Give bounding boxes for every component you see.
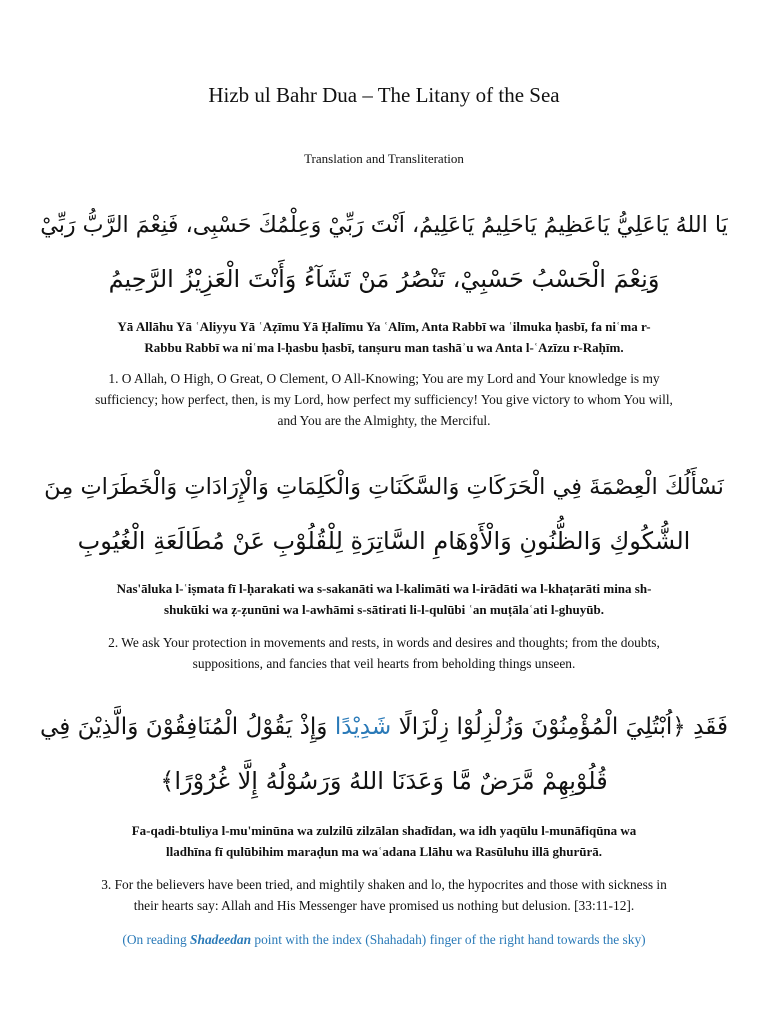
translation-line: sufficiency; how perfect, then, is my Lord, how perfect my sufficiency! You give victory to whom You will, <box>95 392 673 407</box>
translation-line: 2. We ask Your protection in movements and rests, in words and desires and thoughts; from the doubts, <box>108 635 660 650</box>
instruction-note <box>40 930 728 950</box>
arabic-line: نَسْأَلُكَ الْعِصْمَةَ فِي الْحَرَكَاتِ وَالسَّكَنَاتِ وَالْكَلِمَاتِ وَالْإِرَادَاتِ وَالْخَطَرَاتِ مِنَ <box>44 474 724 500</box>
translation-2 <box>40 632 728 674</box>
transliteration-line: lladhīna fī qulūbihim maraḍun ma waʿadana Llāhu wa Rasūluhu illā ghurūrā. <box>165 844 602 859</box>
translation-line: suppositions, and fancies that veil hearts from beholding things unseen. <box>192 656 576 671</box>
translation-line: and You are the Almighty, the Merciful. <box>277 413 491 428</box>
arabic-verse-2 <box>40 460 728 568</box>
transliteration-1 <box>40 316 728 358</box>
arabic-line: وَنِعْمَ الْحَسْبُ حَسْبِيْ، تَنْصُرُ مَنْ تَشَآءُ وَأَنْتَ الْعَزِيْزُ الرَّحِيمُ <box>108 265 660 293</box>
arabic-line-end: وَإِذْ يَقُوْلُ الْمُنَافِقُوْنَ وَالَّذِيْنَ فِي <box>39 714 328 740</box>
arabic-verse-1 <box>40 198 728 306</box>
note-text-start: (On reading <box>122 932 191 947</box>
translation-line: their hearts say: Allah and His Messenger have promised us nothing but delusion. [33:11-12]. <box>133 898 635 913</box>
translation-line: 3. For the believers have been tried, and mightily shaken and lo, the hypocrites and those with sickness in <box>101 877 667 892</box>
transliteration-3 <box>40 820 728 862</box>
translation-1 <box>40 368 728 431</box>
transliteration-line: Rabbu Rabbī wa niʿma l-ḥasbu ḥasbī, tanṣuru man tashāʾu wa Anta l-ʿAzīzu r-Raḥīm. <box>144 340 624 355</box>
arabic-line <box>40 700 728 754</box>
document-subtitle: Translation and Transliteration <box>304 151 464 166</box>
arabic-line-start: فَقَدِ ﴿اُبْتُلِيَ الْمُؤْمِنُوْنَ وَزُلْزِلُوْا زِلْزَالًا <box>398 714 728 740</box>
arabic-line: الشُّكُوكِ وَالظُّنُونِ وَالْأَوْهَامِ السَّاتِرَةِ لِلْقُلُوْبِ عَنْ مُطَالَعَةِ الْغُيُوبِ <box>77 527 691 555</box>
arabic-verse-3 <box>40 700 728 808</box>
translation-line: 1. O Allah, O High, O Great, O Clement, O All-Knowing; You are my Lord and Your knowledge is my <box>108 371 660 386</box>
note-text-end: point with the index (Shahadah) finger of the right hand towards the sky) <box>251 932 646 947</box>
transliteration-2 <box>40 578 728 620</box>
note-emphasis: Shadeedan <box>190 932 252 947</box>
transliteration-line: Nas'āluka l-ʿiṣmata fī l-ḥarakati wa s-sakanāti wa l-kalimāti wa l-irādāti wa l-khaṭarāti mina sh- <box>116 581 652 596</box>
arabic-line: يَا اللهُ يَاعَلِيُّ يَاعَظِيمُ يَاحَلِيمُ يَاعَلِيمُ، اَنْتَ رَبِّيْ وَعِلْمُكَ حَسْبِى، فَنِعْمَ الرَّبُّ رَبِّيْ <box>40 212 728 238</box>
arabic-line: قُلُوْبِهِمْ مَّرَضٌ مَّا وَعَدَنَا اللهُ وَرَسُوْلُهُ إِلَّا غُرُوْرًا﴾ <box>160 767 608 795</box>
transliteration-line: Yā Allāhu Yā ʿAliyyu Yā ʿAẓīmu Yā Ḥalīmu Ya ʿAlīm, Anta Rabbī wa ʿilmuka ḥasbī, fa niʿma r- <box>117 319 651 334</box>
arabic-highlight-shadeedan: شَدِيْدًا <box>334 714 392 740</box>
document-title: Hizb ul Bahr Dua – The Litany of the Sea <box>208 83 560 107</box>
transliteration-line: shukūki wa ẓ-ẓunūni wa l-awhāmi s-sātirati li-l-qulūbi ʿan muṭālaʿati l-ghuyūb. <box>164 602 604 617</box>
translation-3 <box>40 874 728 916</box>
transliteration-line: Fa-qadi-btuliya l-mu'minūna wa zulzilū zilzālan shadīdan, wa idh yaqūlu l-munāfiqūna wa <box>131 823 637 838</box>
